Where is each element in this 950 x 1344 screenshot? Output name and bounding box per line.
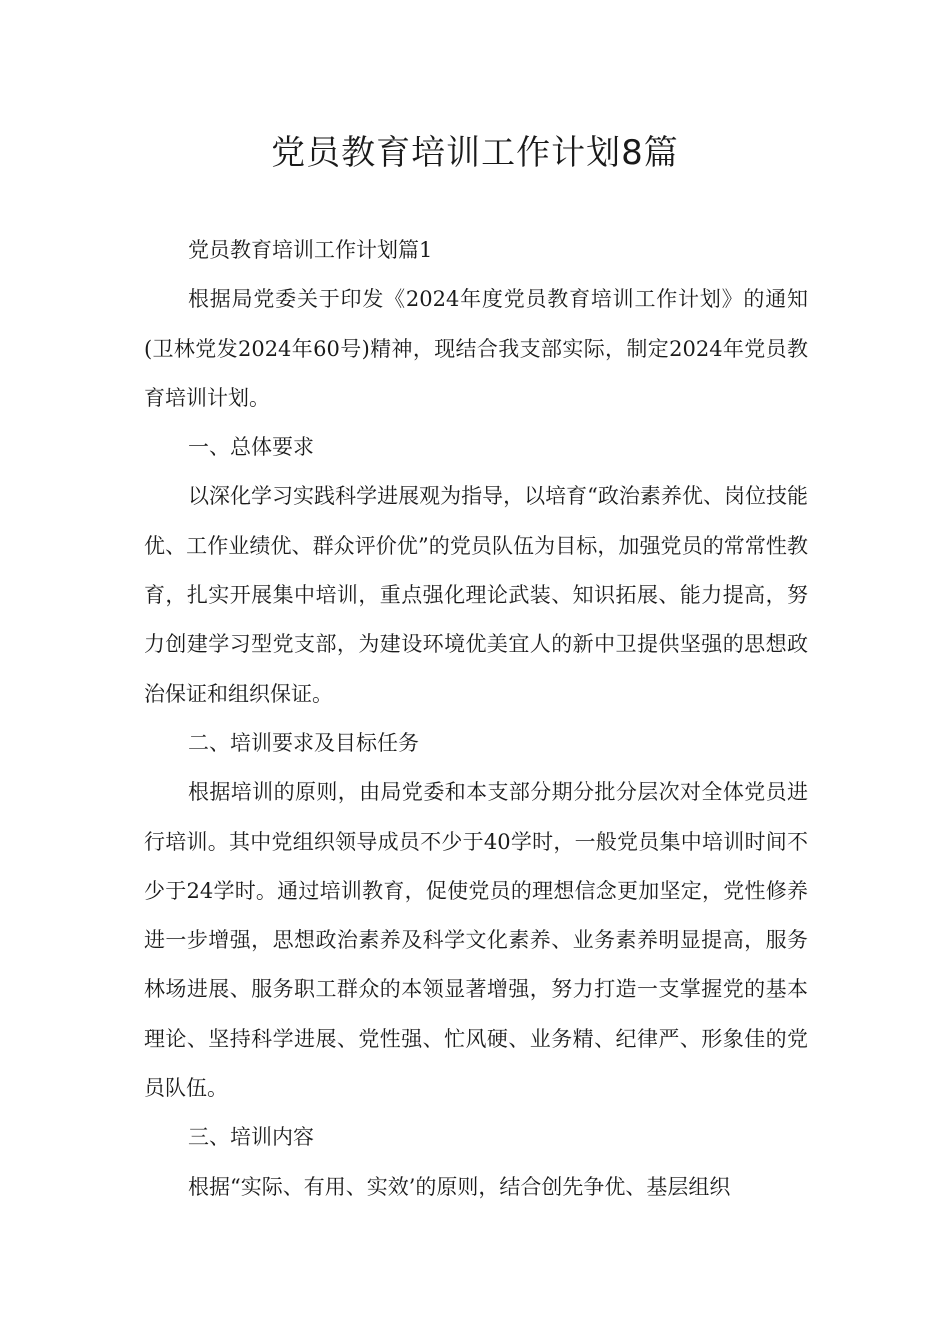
intro-paragraph: 根据局党委关于印发《2024年度党员教育培训工作计划》的通知(卫林党发2024年60号)精神，现结合我支部实际，制定2024年党员教育培训计划。 [144,287,808,410]
training-content-paragraph: 根据“实际、有用、实效’的原则，结合创先争优、基层组织 [188,1174,731,1199]
section-heading-overall-requirements: 一、总体要求 [188,435,314,460]
document-body [144,226,808,1212]
section-heading-plan-1: 党员教育培训工作计划篇1 [188,238,433,262]
document-title: 党员教育培训工作计划8篇 [271,133,679,173]
section-heading-training-targets: 二、培训要求及目标任务 [188,730,419,755]
training-targets-paragraph: 根据培训的原则，由局党委和本支部分期分批分层次对全体党员进行培训。其中党组织领导成员不少于40学时，一般党员集中培训时间不少于24学时。通过培训教育，促使党员的理想信念更加坚定，党性修养进一步增强，思想政治素养及科学文化素养、业务素养明显提高，服务林场进展、服务职工群众的本领显著增强，努力打造一支掌握党的基本理论、坚持科学进展、党性强、忙风硬、业务精、纪律严、形象佳的党员队伍。 [144,780,808,1101]
section-heading-training-content: 三、培训内容 [188,1125,314,1150]
overall-requirements-paragraph: 以深化学习实践科学进展观为指导，以培育“政治素养优、岗位技能优、工作业绩优、群众评价优”的党员队伍为目标，加强党员的常常性教育，扎实开展集中培训，重点强化理论武装、知识拓展、能力提高，努力创建学习型党支部，为建设环境优美宜人的新中卫提供坚强的思想政治保证和组织保证。 [144,484,808,706]
